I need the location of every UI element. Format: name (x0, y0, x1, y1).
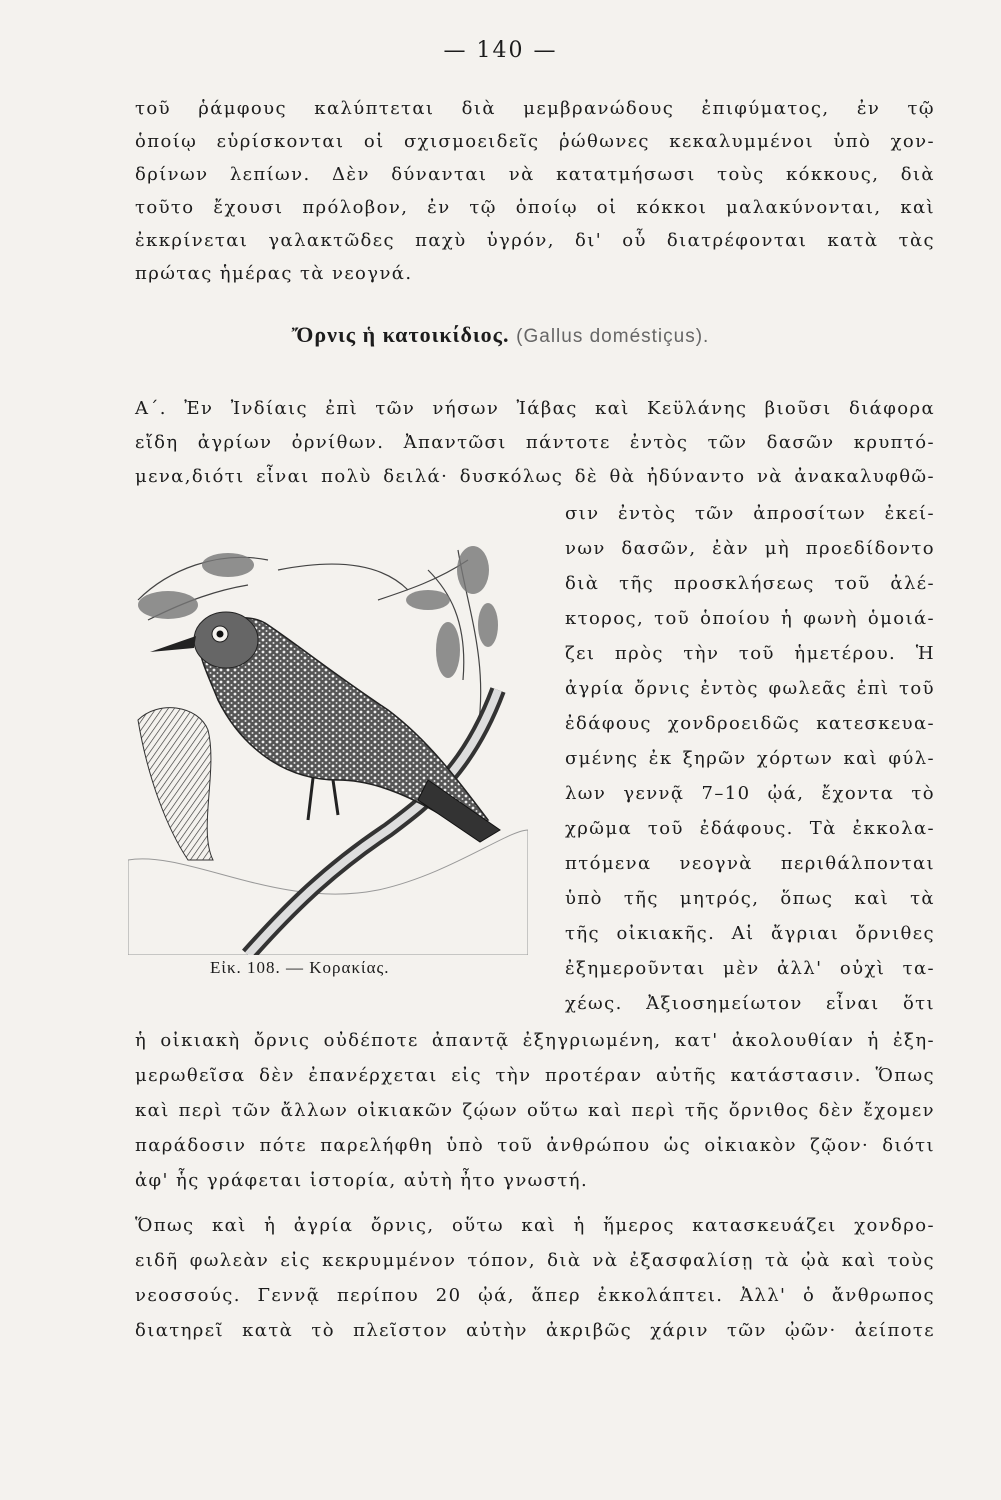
side-line: λων γεννᾷ 7–10 ᾠά, ἔχοντα τὸ (565, 783, 935, 804)
body-line: νεοσσούς. Γεννᾷ περίπου 20 ᾠά, ἅπερ ἐκκολάπτει. Ἀλλ' ὁ ἄνθρωπος (135, 1285, 935, 1306)
side-line: διὰ τῆς προσκλήσεως τοῦ ἀλέ- (565, 573, 935, 594)
intro-line: τοῦ ῥάμφους καλύπτεται διὰ μεμβρανώδους ἐπιφύματος, ἐν τῷ (135, 98, 935, 119)
intro-line: πρώτας ἡμέρας τὰ νεογνά. (135, 263, 413, 284)
intro-line: δρίνων λεπίων. Δὲν δύνανται νὰ κατατμήσωσι τοὺς κόκκους, διὰ (135, 164, 935, 185)
side-line: τῆς οἰκιακῆς. Αἱ ἄγριαι ὄρνιθες (565, 923, 935, 944)
body-line: εἴδη ἀγρίων ὀρνίθων. Ἀπαντῶσι πάντοτε ἐντὸς τῶν δασῶν κρυπτό- (135, 432, 935, 453)
body-line: ἡ οἰκιακὴ ὄρνις οὐδέποτε ἀπαντᾷ ἐξηγριωμένη, κατ' ἀκολουθίαν ἡ ἐξη- (135, 1030, 935, 1051)
intro-line: ἐκκρίνεται γαλακτῶδες παχὺ ὑγρόν, δι' οὗ διατρέφονται κατὰ τὰς (135, 230, 935, 251)
heading-greek: Ὄρνις ἡ κατοικίδιος. (291, 322, 510, 347)
roller-bird-engraving (128, 530, 528, 955)
intro-line: ὁποίῳ εὑρίσκονται οἱ σχισμοειδεῖς ῥώθωνες κεκαλυμμένοι ὑπὸ χον- (135, 131, 935, 152)
bird-illustration (128, 530, 528, 955)
side-line: ἀγρία ὄρνις ἐντὸς φωλεᾶς ἐπὶ τοῦ (565, 678, 935, 699)
body-line: καὶ περὶ τῶν ἄλλων οἰκιακῶν ζῴων οὕτω καὶ περὶ τῆς ὄρνιθος δὲν ἔχομεν (135, 1100, 935, 1121)
side-line: ὑπὸ τῆς μητρός, ὅπως καὶ τὰ (565, 888, 935, 909)
body-line: Α΄. Ἐν Ἰνδίαις ἐπὶ τῶν νήσων Ἰάβας καὶ Κεϋλάνης βιοῦσι διάφορα (135, 398, 935, 419)
side-line: κτορος, τοῦ ὁποίου ἡ φωνὴ ὁμοιά- (565, 608, 935, 629)
figure-caption: Εἰκ. 108. — Κορακίας. (210, 958, 390, 977)
body-line: μενα,διότι εἶναι πολὺ δειλά· δυσκόλως δὲ θὰ ἠδύναντο νὰ ἀνακαλυφθῶ- (135, 466, 935, 487)
body-line: διατηρεῖ κατὰ τὸ πλεῖστον αὐτὴν ἀκριβῶς χάριν τῶν ᾠῶν· ἀείποτε (135, 1320, 935, 1341)
side-line: νων δασῶν, ἐὰν μὴ προεδίδοντο (565, 538, 935, 559)
section-heading (0, 322, 1001, 348)
intro-line: τοῦτο ἔχουσι πρόλοβον, ἐν τῷ ὁποίῳ οἱ κόκκοι μαλακύνονται, καὶ (135, 197, 935, 218)
side-line: ζει πρὸς τὴν τοῦ ἡμετέρου. Ἡ (565, 643, 935, 664)
side-line: σιν ἐντὸς τῶν ἀπροσίτων ἐκεί- (565, 503, 935, 524)
side-line: χρῶμα τοῦ ἐδάφους. Τὰ ἐκκολα- (565, 818, 935, 839)
body-line: παράδοσιν πότε παρελήφθη ὑπὸ τοῦ ἀνθρώπου ὡς οἰκιακὸν ζῷον· διότι (135, 1135, 935, 1156)
body-line: Ὅπως καὶ ἡ ἀγρία ὄρνις, οὕτω καὶ ἡ ἥμερος κατασκευάζει χονδρο- (135, 1215, 935, 1236)
body-line: ειδῆ φωλεὰν εἰς κεκρυμμένον τόπον, διὰ νὰ ἐξασφαλίσῃ τὰ ᾠὰ καὶ τοὺς (135, 1250, 935, 1271)
page-number: — 140 — (443, 38, 558, 63)
body-line: μερωθεῖσα δὲν ἐπανέρχεται εἰς τὴν προτέραν αὐτῆς κατάστασιν. Ὅπως (135, 1065, 935, 1086)
side-line: ἐξημεροῦνται μὲν ἀλλ' οὐχὶ τα- (565, 958, 935, 979)
body-line: ἀφ' ἧς γράφεται ἱστορία, αὐτὴ ἦτο γνωστή. (135, 1170, 589, 1191)
side-line: πτόμενα νεογνὰ περιθάλπονται (565, 853, 935, 874)
heading-latin: (Gallus doméstiçus). (516, 326, 710, 347)
side-line: χέως. Ἀξιοσημείωτον εἶναι ὅτι (565, 993, 935, 1014)
side-line: ἐδάφους χονδροειδῶς κατεσκευα- (565, 713, 935, 734)
side-line: σμένης ἐκ ξηρῶν χόρτων καὶ φύλ- (565, 748, 935, 769)
